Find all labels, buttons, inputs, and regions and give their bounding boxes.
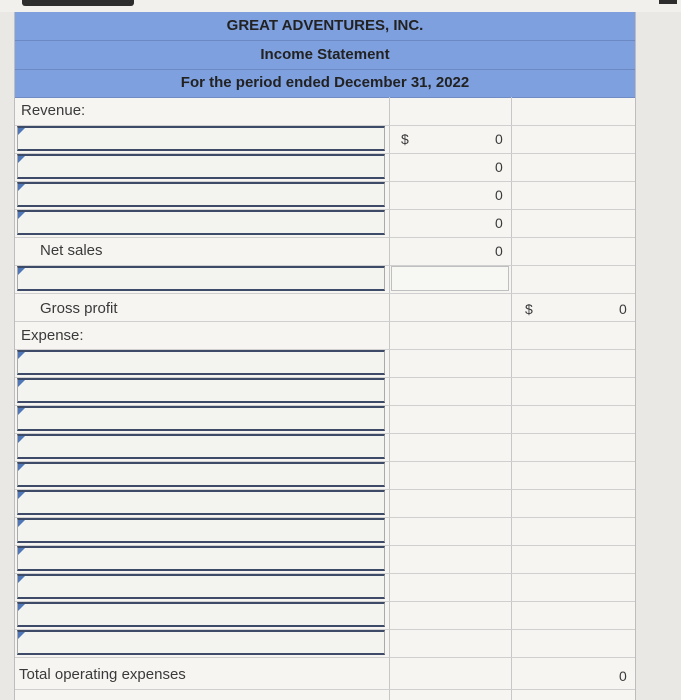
net-sales-label: Net sales — [40, 242, 103, 259]
cost-amount-input[interactable] — [391, 266, 509, 291]
expense-account-dropdown-2[interactable] — [17, 378, 385, 403]
expense-row-10 — [15, 601, 635, 630]
net-sales-row — [15, 237, 635, 266]
expense-row-7 — [15, 517, 635, 546]
expense-account-dropdown-9[interactable] — [17, 574, 385, 599]
dropdown-indicator-icon — [18, 520, 25, 527]
dropdown-indicator-icon — [18, 212, 25, 219]
expense-row-2 — [15, 377, 635, 406]
expense-row-9 — [15, 573, 635, 602]
expense-account-dropdown-11[interactable] — [17, 630, 385, 655]
statement-title: Income Statement — [15, 41, 635, 70]
income-statement-worksheet — [14, 12, 636, 700]
dropdown-indicator-icon — [18, 632, 25, 639]
expense-account-dropdown-6[interactable] — [17, 490, 385, 515]
expense-row-11 — [15, 629, 635, 658]
revenue-row-4 — [15, 209, 635, 238]
dropdown-indicator-icon — [18, 576, 25, 583]
top-strip — [0, 0, 681, 12]
revenue-row-2 — [15, 153, 635, 182]
expense-row-3 — [15, 405, 635, 434]
gross-profit-currency: $ — [525, 301, 533, 317]
company-name: GREAT ADVENTURES, INC. — [15, 12, 635, 41]
expense-account-dropdown-4[interactable] — [17, 434, 385, 459]
revenue-value-4: 0 — [495, 215, 503, 231]
dropdown-indicator-icon — [18, 184, 25, 191]
total-operating-expenses-row — [15, 657, 635, 690]
gross-profit-row — [15, 293, 635, 322]
expense-row-4 — [15, 433, 635, 462]
dropdown-indicator-icon — [18, 604, 25, 611]
dropdown-indicator-icon — [18, 156, 25, 163]
gross-profit-label: Gross profit — [40, 300, 118, 317]
revenue-account-dropdown-1[interactable] — [17, 126, 385, 151]
dropdown-indicator-icon — [18, 464, 25, 471]
total-operating-expenses-label: Total operating expenses — [19, 666, 186, 683]
expense-account-dropdown-3[interactable] — [17, 406, 385, 431]
dropdown-indicator-icon — [18, 352, 25, 359]
dropdown-indicator-icon — [18, 548, 25, 555]
dropdown-indicator-icon — [18, 408, 25, 415]
dropdown-indicator-icon — [18, 492, 25, 499]
expense-row-6 — [15, 489, 635, 518]
cost-of-goods-row — [15, 265, 635, 294]
revenue-value-2: 0 — [495, 159, 503, 175]
menu-dots-icon — [659, 0, 677, 4]
statement-period: For the period ended December 31, 2022 — [180, 74, 470, 91]
expense-row-5 — [15, 461, 635, 490]
expense-account-dropdown-10[interactable] — [17, 602, 385, 627]
expense-label: Expense: — [21, 327, 84, 344]
revenue-value-3: 0 — [495, 187, 503, 203]
cost-account-dropdown[interactable] — [17, 266, 385, 291]
expense-label-row — [15, 321, 635, 350]
revenue-row-1 — [15, 125, 635, 154]
revenue-account-dropdown-4[interactable] — [17, 210, 385, 235]
cropped-title-mark — [22, 0, 134, 6]
dropdown-indicator-icon — [18, 436, 25, 443]
expense-row-1 — [15, 349, 635, 378]
revenue-account-dropdown-3[interactable] — [17, 182, 385, 207]
expense-row-8 — [15, 545, 635, 574]
revenue-label-row — [15, 97, 635, 126]
total-operating-expenses-value: 0 — [619, 668, 627, 684]
dropdown-indicator-icon — [18, 380, 25, 387]
revenue-account-dropdown-2[interactable] — [17, 154, 385, 179]
net-sales-value: 0 — [495, 243, 503, 259]
gross-profit-value: 0 — [619, 301, 627, 317]
expense-account-dropdown-8[interactable] — [17, 546, 385, 571]
expense-account-dropdown-5[interactable] — [17, 462, 385, 487]
expense-account-dropdown-1[interactable] — [17, 350, 385, 375]
revenue-row-3 — [15, 181, 635, 210]
expense-account-dropdown-7[interactable] — [17, 518, 385, 543]
revenue-value-1: 0 — [495, 131, 503, 147]
dropdown-indicator-icon — [18, 268, 25, 275]
dropdown-indicator-icon — [18, 128, 25, 135]
currency-symbol: $ — [401, 131, 409, 147]
statement-header — [15, 12, 635, 98]
revenue-label: Revenue: — [21, 102, 86, 119]
